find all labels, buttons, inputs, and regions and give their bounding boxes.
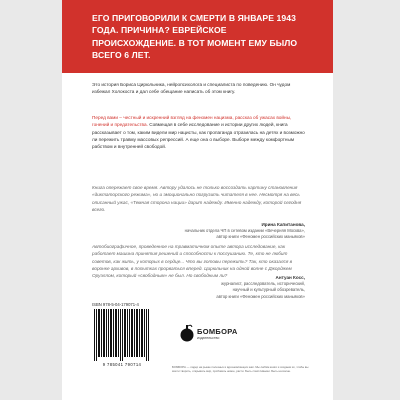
author-name-2: Антуан Косс,	[275, 275, 305, 280]
barcode-digits: 9 785041 790714	[102, 362, 142, 367]
isbn-label: ISBN 978-5-04-179071-4	[92, 302, 139, 307]
author-name-1: Ирина Капитанова,	[261, 222, 305, 227]
publisher-logo	[180, 318, 270, 352]
book-back-cover	[62, 0, 333, 400]
publisher-footer-text: БОМБОРА — лидер на рынке полезных и вдохновляющих книг. Мы любим книги и создаем их, чтобы вы могли творить, открывать мир, пробовать новое, расти. Быть счастливыми. Быть на волне.	[172, 365, 309, 373]
author-role-2b: научный и культурный обозреватель,	[232, 287, 305, 293]
author-role-2c: автор книги «Феномен российских маньяков»	[216, 293, 305, 299]
review-author-1	[155, 222, 305, 241]
review-quote-1: Книга опережает свое время. Автору удалось не только воссоздать картину становления «диктаторского режима», но и эмоционально погрузить читателя в нее. Несмотря на весь описанный ужас, «Темная сторона нации» дарит надежду. Именно надежду, которой сегодня всего.	[92, 185, 302, 212]
barcode	[92, 309, 152, 361]
description-body: Совмещая в себе исследование и истории других людей, книга рассказывает о том, каким видели мир нацисты, как пропаганда отразилась на детях и возможно ли пережить травму массовых репрессий. А еще она о выборе. Выборе между комфортным рабством и внутренней свободой.	[92, 122, 305, 150]
author-role-1a: начальник отдела ЧП в сетевом издании «Вечерняя Москва»,	[184, 228, 305, 234]
author-role-2a: журналист, расследователь, исторический,	[221, 281, 305, 287]
banner-headline: ЕГО ПРИГОВОРИЛИ К СМЕРТИ В ЯНВАРЕ 1943 ГОДА. ПРИЧИНА? ЕВРЕЙСКОЕ ПРОИСХОЖДЕНИЕ. В ТОТ МОМЕНТ ЕМУ БЫЛО ВСЕГО 6 ЛЕТ.	[92, 13, 298, 61]
description-paragraph	[92, 114, 308, 150]
publisher-subtitle: издательство	[197, 336, 220, 340]
author-role-1b: автор книги «Феномен российских маньяков»	[216, 234, 305, 240]
review-quote-2: Автобиографичное, проведенное на травматичном опыте автора исследование, как работает машина принятия решений и способности к послушанию. Те, кто не любит советов, как жить, у которых в сердце... Что вы готовы пережить? Так, кто оказался в воронке архивов, в попытках прорваться вперед. Цирюльник на одной волне с Джорджем Оруэллом, который «свободным» не был. Но свободным ли?	[92, 244, 293, 279]
red-banner	[62, 0, 333, 73]
intro-paragraph: Это история Бориса Цирюльника, нейропсихолога и специалиста по поведению. Он чудом избежал Холокоста и дал себе обещание написать об этом книгу.	[92, 82, 291, 95]
publisher-name: БОМБОРА	[197, 327, 238, 336]
bombora-logo-icon	[180, 324, 194, 344]
review-author-2	[155, 275, 305, 300]
description-highlight: Перед вами – честный и искренний взгляд на феномен нацизма, рассказ об ужасах войны, гонений и предательства.	[92, 115, 292, 128]
